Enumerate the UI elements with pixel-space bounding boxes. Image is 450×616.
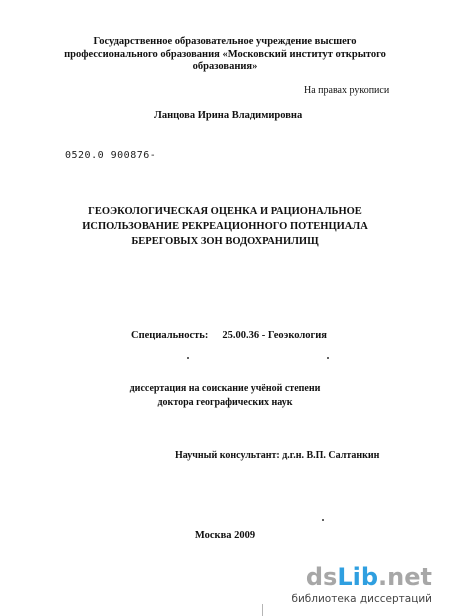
degree-line-1: диссертация на соискание учёной степени	[129, 383, 321, 394]
degree-statement	[0, 382, 450, 410]
author-name: Ланцова Ирина Владимировна	[154, 110, 303, 121]
watermark-subtitle: библиотека диссертаций	[291, 593, 432, 605]
scan-speck	[327, 357, 329, 359]
rights-note: На правах рукописи	[304, 85, 390, 96]
title-line-1: ГЕОЭКОЛОГИЧЕСКАЯ ОЦЕНКА И РАЦИОНАЛЬНОЕ	[88, 206, 362, 217]
institution-line-2: профессионального образования «Московский институт открытого	[64, 48, 386, 60]
logo-lib: Lib	[337, 563, 379, 591]
scan-speck	[187, 357, 189, 359]
dissertation-title	[0, 204, 450, 249]
title-line-2: ИСПОЛЬЗОВАНИЕ РЕКРЕАЦИОННОГО ПОТЕНЦИАЛА	[82, 221, 368, 232]
specialty-label: Специальность:	[131, 330, 209, 341]
institution-line-3: образования»	[192, 61, 258, 72]
logo-net: .net	[378, 563, 432, 591]
dslib-logo	[306, 565, 432, 589]
scan-speck	[322, 519, 324, 521]
institution-name	[0, 36, 450, 74]
degree-line-2: доктора географических наук	[157, 397, 293, 408]
institution-line-1: Государственное образовательное учреждение высшего	[93, 36, 357, 47]
scientific-consultant: Научный консультант: д.г.н. В.П. Салтанкин	[175, 450, 380, 461]
specialty	[131, 331, 327, 342]
catalog-number: 0520.0 900876-	[65, 150, 157, 161]
specialty-value: 25.00.36 - Геоэкология	[222, 330, 327, 341]
title-line-3: БЕРЕГОВЫХ ЗОН ВОДОХРАНИЛИЩ	[131, 236, 319, 247]
city-year: Москва 2009	[194, 530, 256, 541]
dslib-watermark	[242, 565, 432, 609]
logo-ds: ds	[305, 563, 338, 591]
